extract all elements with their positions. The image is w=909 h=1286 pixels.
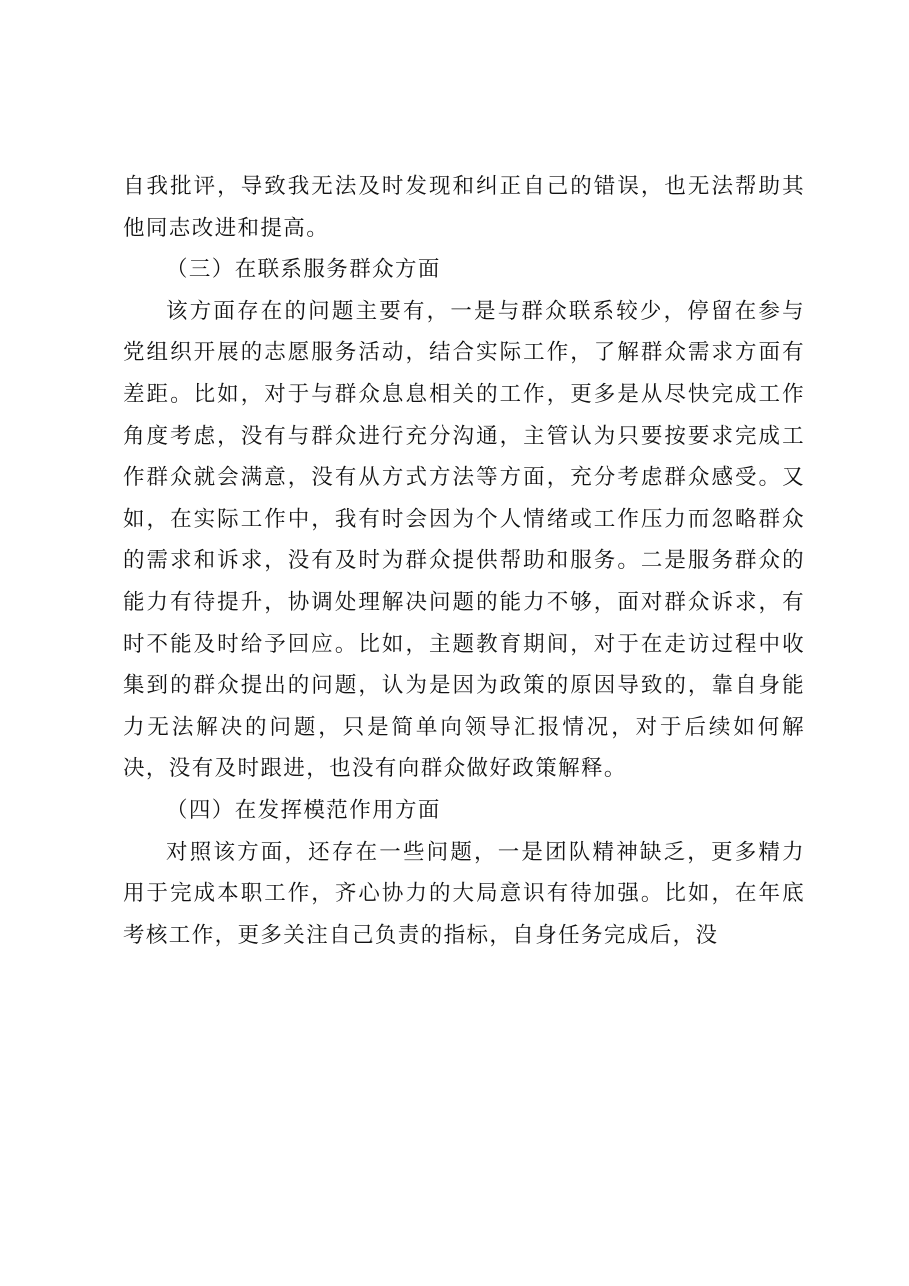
body-paragraph-continued: 自我批评，导致我无法及时发现和纠正自己的错误，也无法帮助其他同志改进和提高。 — [123, 174, 805, 241]
document-body — [123, 166, 805, 956]
section-heading-3: （三）在联系服务群众方面 — [166, 257, 441, 283]
body-paragraph-section-3: 该方面存在的问题主要有，一是与群众联系较少，停留在参与党组织开展的志愿服务活动，结合实际工作，了解群众需求方面有差距。比如，对于与群众息息相关的工作，更多是从尽快完成工作角度考虑，没有与群众进行充分沟通，主管认为只要按要求完成工作群众就会满意，没有从方式方法等方面，充分考虑群众感受。又如，在实际工作中，我有时会因为个人情绪或工作压力而忽略群众的需求和诉求，没有及时为群众提供帮助和服务。二是服务群众的能力有待提升，协调处理解决问题的能力不够，面对群众诉求，有时不能及时给予回应。比如，主题教育期间，对于在走访过程中收集到的群众提出的问题，认为是因为政策的原因导致的，靠自身能力无法解决的问题，只是简单向领导汇报情况，对于后续如何解决，没有及时跟进，也没有向群众做好政策解释。 — [123, 298, 805, 782]
body-paragraph-section-4: 对照该方面，还存在一些问题，一是团队精神缺乏，更多精力用于完成本职工作，齐心协力的大局意识有待加强。比如，在年底考核工作，更多关注自己负责的指标，自身任务完成后，没 — [123, 839, 805, 948]
section-heading-4: （四）在发挥模范作用方面 — [166, 797, 441, 823]
